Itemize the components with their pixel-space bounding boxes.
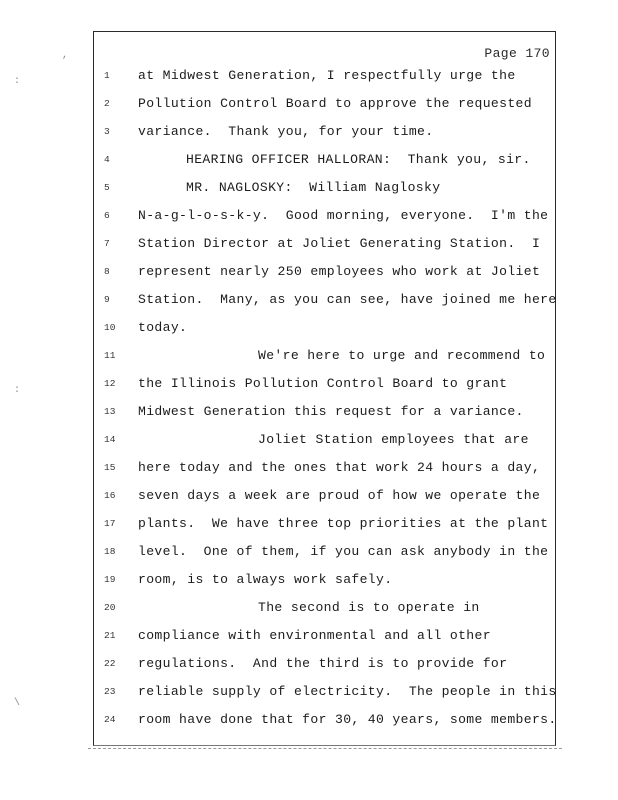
line-text: variance. Thank you, for your time. xyxy=(138,124,434,139)
line-text: Joliet Station employees that are xyxy=(258,432,529,447)
line-text: represent nearly 250 employees who work at Joliet xyxy=(138,264,541,279)
transcript-line xyxy=(104,122,552,142)
transcript-line xyxy=(104,346,552,366)
line-number: 4 xyxy=(104,154,110,165)
transcript-line xyxy=(104,514,552,534)
line-number: 11 xyxy=(104,350,116,361)
line-number: 23 xyxy=(104,686,116,697)
line-text: room, is to always work safely. xyxy=(138,572,393,587)
bottom-rule xyxy=(88,748,562,749)
line-text: here today and the ones that work 24 hours a day, xyxy=(138,460,541,475)
transcript-line xyxy=(104,290,557,310)
transcript-line xyxy=(104,206,552,226)
line-number: 8 xyxy=(104,266,110,277)
transcript-line xyxy=(104,626,552,646)
line-text: today. xyxy=(138,320,188,335)
margin-mark: : xyxy=(14,385,21,396)
line-number: 10 xyxy=(104,322,116,333)
transcript-line xyxy=(104,262,552,282)
line-number: 1 xyxy=(104,70,110,81)
line-number: 14 xyxy=(104,434,116,445)
line-number: 16 xyxy=(104,490,116,501)
transcript-line xyxy=(104,374,552,394)
line-text: HEARING OFFICER HALLORAN: Thank you, sir. xyxy=(186,152,531,167)
margin-mark: , xyxy=(62,50,69,61)
line-number: 5 xyxy=(104,182,110,193)
line-text: reliable supply of electricity. The people in this xyxy=(138,684,557,699)
line-number: 3 xyxy=(104,126,110,137)
line-text: Midwest Generation this request for a variance. xyxy=(138,404,524,419)
line-number: 6 xyxy=(104,210,110,221)
margin-mark: : xyxy=(14,76,21,87)
line-text: compliance with environmental and all other xyxy=(138,628,491,643)
line-text: We're here to urge and recommend to xyxy=(258,348,546,363)
transcript-line xyxy=(104,318,552,338)
line-text: at Midwest Generation, I respectfully urge the xyxy=(138,68,516,83)
transcript-line xyxy=(104,430,552,450)
transcript-line xyxy=(104,570,552,590)
transcript-line xyxy=(104,458,552,478)
transcript-line xyxy=(104,682,557,702)
line-text: the Illinois Pollution Control Board to grant xyxy=(138,376,508,391)
line-text: level. One of them, if you can ask anybody in the xyxy=(138,544,549,559)
line-number: 12 xyxy=(104,378,116,389)
line-text: Station. Many, as you can see, have joined me here xyxy=(138,292,557,307)
transcript-line xyxy=(104,402,552,422)
line-number: 24 xyxy=(104,714,116,725)
margin-mark: \ xyxy=(14,698,21,709)
line-number: 22 xyxy=(104,658,116,669)
transcript-line xyxy=(104,94,552,114)
transcript-line xyxy=(104,486,552,506)
line-number: 9 xyxy=(104,294,110,305)
line-number: 17 xyxy=(104,518,116,529)
line-number: 13 xyxy=(104,406,116,417)
transcript-line xyxy=(104,654,552,674)
line-text: The second is to operate in xyxy=(258,600,480,615)
line-text: Pollution Control Board to approve the requested xyxy=(138,96,532,111)
line-number: 2 xyxy=(104,98,110,109)
line-number: 19 xyxy=(104,574,116,585)
line-text: room have done that for 30, 40 years, some members. xyxy=(138,712,557,727)
transcript-line xyxy=(104,234,552,254)
line-number: 21 xyxy=(104,630,116,641)
transcript-line xyxy=(104,66,552,86)
line-text: N-a-g-l-o-s-k-y. Good morning, everyone. I'm the xyxy=(138,208,549,223)
line-text: Station Director at Joliet Generating Station. I xyxy=(138,236,541,251)
line-text: MR. NAGLOSKY: William Naglosky xyxy=(186,180,441,195)
page-number: Page 170 xyxy=(484,46,550,61)
line-number: 20 xyxy=(104,602,116,613)
transcript-line xyxy=(104,542,552,562)
line-text: seven days a week are proud of how we operate the xyxy=(138,488,541,503)
transcript-line xyxy=(104,598,552,618)
transcript-line xyxy=(104,150,552,170)
line-number: 7 xyxy=(104,238,110,249)
line-text: plants. We have three top priorities at the plant xyxy=(138,516,549,531)
transcript-line xyxy=(104,710,557,730)
line-text: regulations. And the third is to provide for xyxy=(138,656,508,671)
transcript-line xyxy=(104,178,552,198)
line-number: 15 xyxy=(104,462,116,473)
line-number: 18 xyxy=(104,546,116,557)
